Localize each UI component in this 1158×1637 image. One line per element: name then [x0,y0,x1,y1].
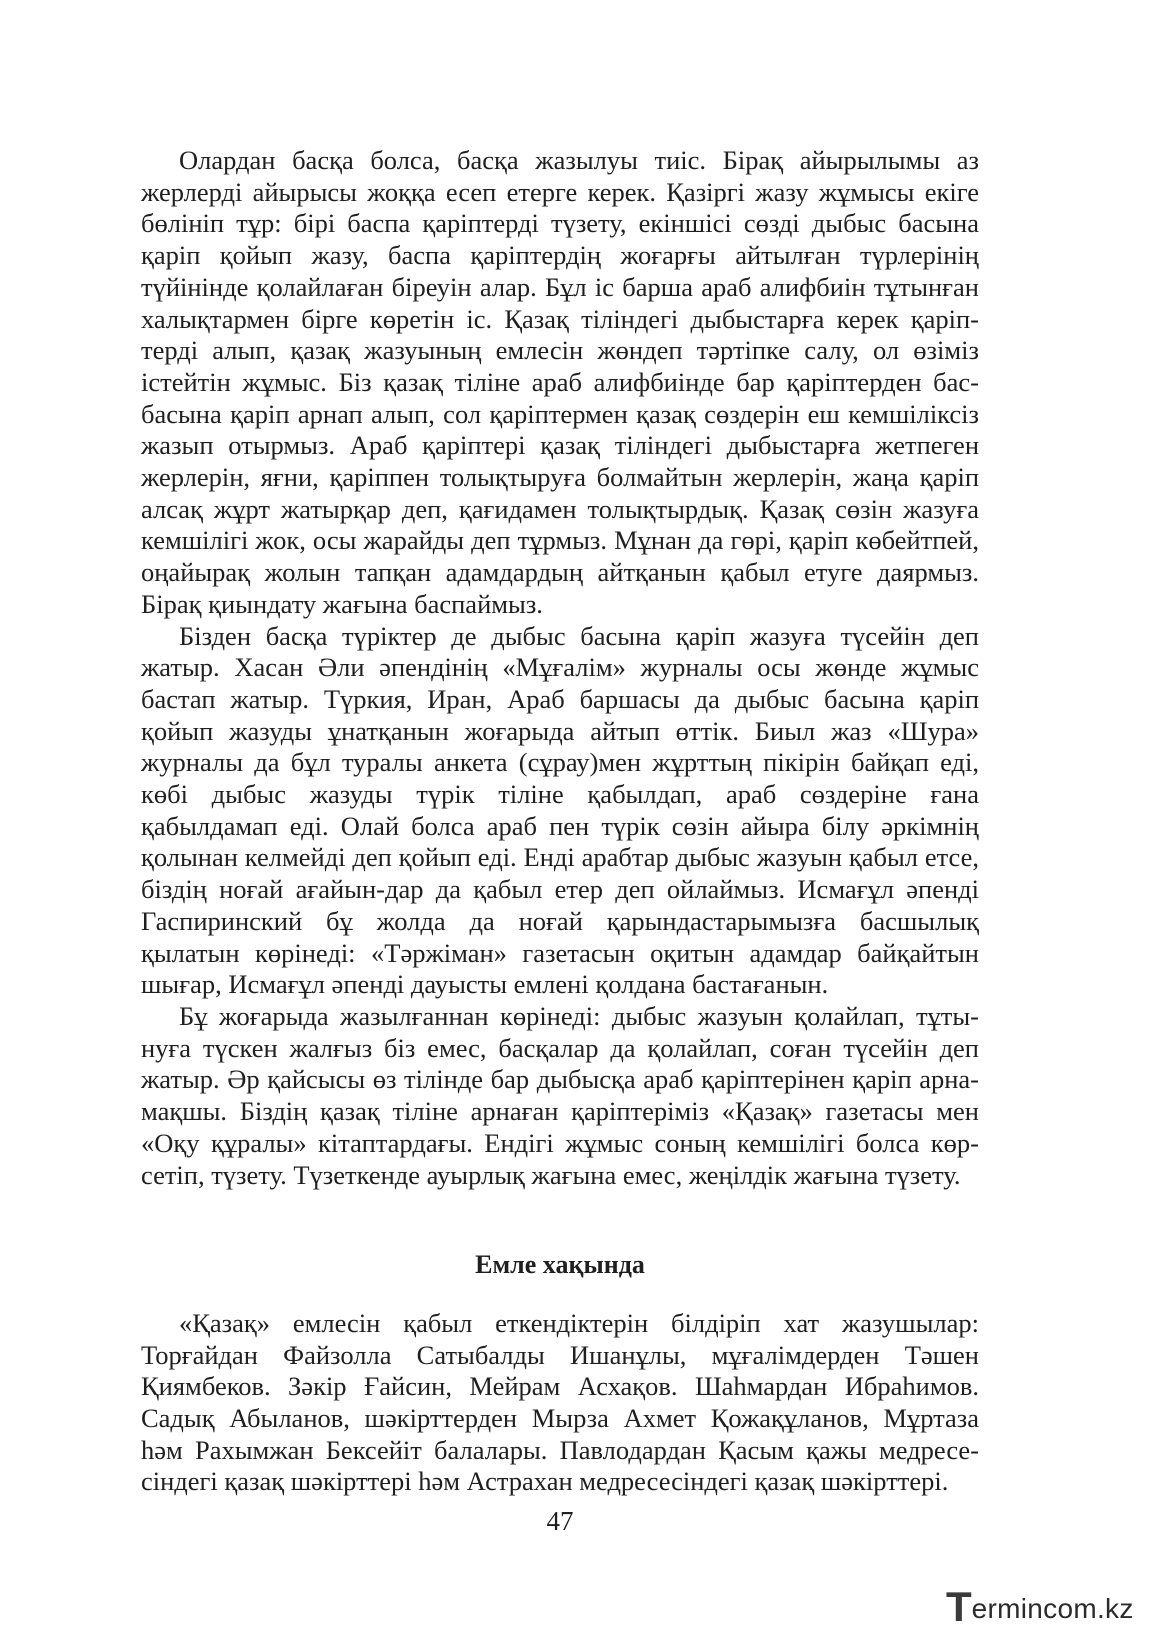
page-number: 47 [546,1506,574,1536]
watermark-initial: T [946,1583,972,1630]
watermark-text: ermincom.kz [971,1593,1134,1624]
paragraph: Бізден басқа түріктер де дыбыс басына қаріп жазуға түсейін деп жатыр. Хасан Әли әпендінің «Мұғалім» журналы осы жөнде жұмыс бастап жатыр. Түркия, Иран, Араб баршасы да дыбыс басына қаріп қойып жазуды ұнатқанын жоғарыда айтып өттік. Биыл жаз «Шура» журналы да бұл туралы анкета (сұрау)мен жұрттың пікірін байқап еді, көбі дыбыс жазуды түрік тіліне қабылдап, араб сөздеріне ғана қабылдамап еді. Олай болса араб пен түрік сөзін айыра білу әркімнің қолынан келмейді деп қойып еді. Енді арабтар дыбыс жазуын қабыл етсе, біздің ноғай ағайын-дар да қабыл етер деп ойлаймыз. Исмағұл әпенді Гаспиринский бұ жолда да ноғай қарындастарымызға басшылық қылатын көрінеді: «Тәржіман» газетасын оқитын адамдар байқайтын шығар, Исмағұл әпенді дауысты емлені қолдана бастағанын. [141,620,979,1000]
termincom-watermark-logo [946,1583,1134,1630]
paragraph: «Қазақ» емлесін қабыл еткендіктерін білдіріп хат жазушылар: Торғайдан Файзолла Сатыбалды Ишанұлы, мұғалімдерден Тәшен Қиямбеков. Зәкір Ғайсин, Мейрам Асхақов. Шаһмардан Ибраһимов. Садық Абыланов, шәкірттерден Мырза Ахмет Қожақұланов, Мұртаза һәм Рахымжан Бексейіт балалары. Павлодардан Қасым қажы медресе-сіндегі қазақ шәкірттері һәм Астрахан медресесіндегі қазақ шәкірттері. [141,1307,979,1497]
section-title: Емле хақында [475,1250,645,1280]
paragraph: Олардан басқа болса, басқа жазылуы тиіс. Бірақ айырылымы аз жерлерді айырысы жоққа есеп етерге керек. Қазіргі жазу жұмысы екіге бөлініп тұр: бірі баспа қаріптерді түзету, екіншісі сөзді дыбыс басына қаріп қойып жазу, баспа қаріптердің жоғарғы айтылған түрлерінің түйінінде қолайлаған біреуін алар. Бұл іс барша араб алифбиін тұтынған халықтармен бірге көретін іс. Қазақ тіліндегі дыбыстарға керек қаріп-терді алып, қазақ жазуының емлесін жөндеп тәртіпке салу, ол өзіміз істейтін жұмыс. Біз қазақ тіліне араб алифбиінде бар қаріптерден бас-басына қаріп арнап алып, сол қаріптермен қазақ сөздерін еш кемшіліксіз жазып отырмыз. Араб қаріптері қазақ тіліндегі дыбыстарға жетпеген жерлерін, яғни, қаріппен толықтыруға болмайтын жерлерін, жаңа қаріп алсақ жұрт жатырқар деп, қағидамен толықтырдық. Қазақ сөзін жазуға кемшілігі жок, осы жарайды деп тұрмыз. Мұнан да гөрі, қаріп көбейтпей, оңайырақ жолын тапқан адамдардың айтқанын қабыл етуге даярмыз. Бірақ қиындату жағына баспаймыз. [141,145,979,619]
paragraph: Бұ жоғарыда жазылғаннан көрінеді: дыбыс жазуын қолайлап, тұты-нуға түскен жалғыз біз емес, басқалар да қолайлап, соған түсейін деп жатыр. Әр қайсысы өз тілінде бар дыбысқа араб қаріптерінен қаріп арна-мақшы. Біздің қазақ тіліне арнаған қаріптеріміз «Қазақ» газетасы мен «Оқу құралы» кітаптардағы. Ендігі жұмыс соның кемшілігі болса көр-сетіп, түзету. Түзеткенде ауырлық жағына емес, жеңілдік жағына түзету. [141,1000,979,1190]
page-body [141,145,979,1498]
